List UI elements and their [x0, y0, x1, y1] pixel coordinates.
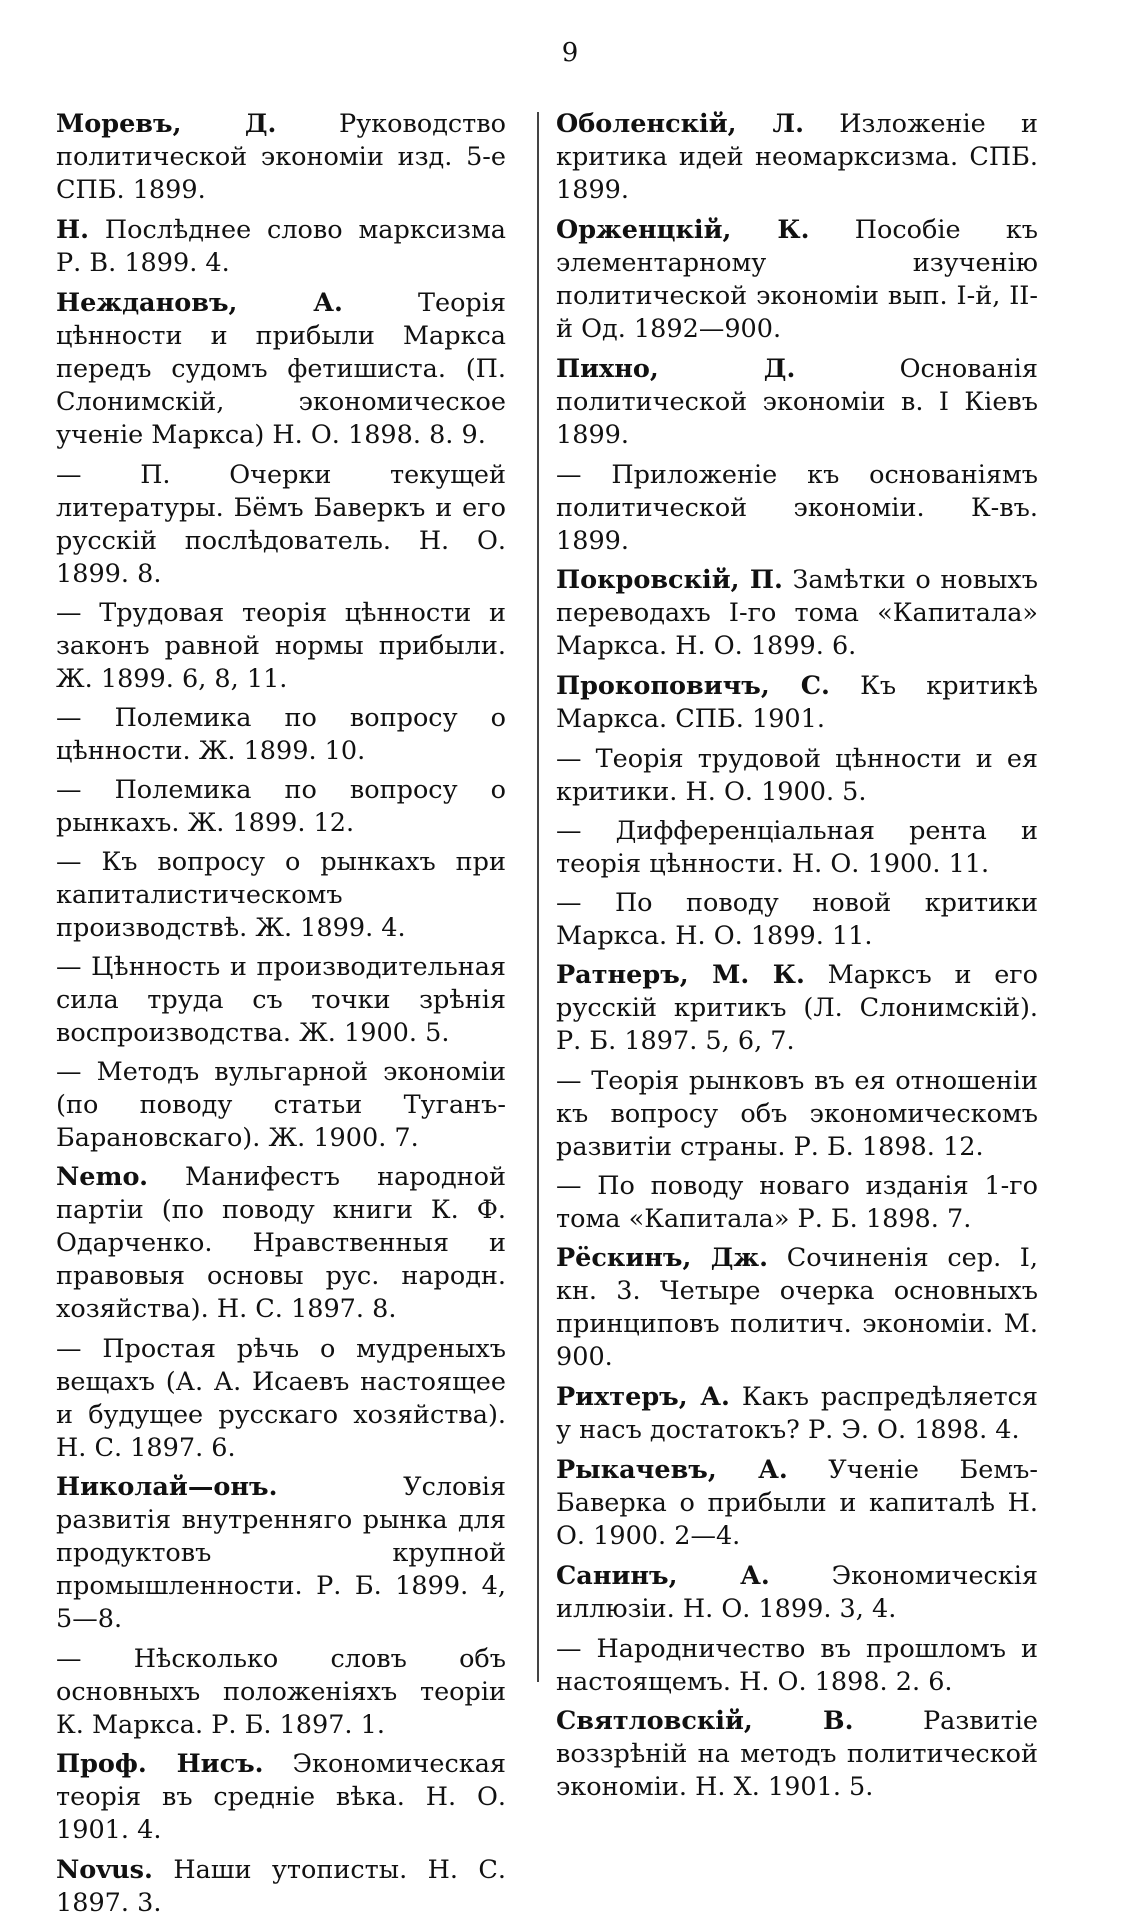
- entry-text: — Трудовая теорія цѣнности и законъ равной нормы прибыли. Ж. 1899. 6, 8, 11.: [56, 598, 506, 694]
- bibliography-entry: [56, 459, 506, 591]
- bibliography-entry: [556, 1242, 1038, 1374]
- entry-text: — Простая рѣчь о мудреныхъ вещахъ (А. А. Исаевъ настоящее и будущее русскаго хозяйства). Н. С. 1897. 6.: [56, 1334, 506, 1463]
- entry-text: — Цѣнность и производительная сила труда съ точки зрѣнія воспроизводства. Ж. 1900. 5.: [56, 952, 506, 1048]
- bibliography-entry: [556, 1705, 1038, 1804]
- entry-author: Проф. Нисъ.: [56, 1749, 264, 1779]
- entry-text: Пособіе къ элементарному изученію политической экономіи вып. I-й, II-й Од. 1892—900.: [556, 215, 1038, 344]
- entry-text: — Полемика по вопросу о рынкахъ. Ж. 1899. 12.: [56, 775, 506, 838]
- left-column: [56, 108, 506, 1927]
- bibliography-entry: [556, 1381, 1038, 1447]
- bibliography-entry: [556, 670, 1038, 736]
- bibliography-entry: [56, 597, 506, 696]
- bibliography-entry: [56, 1471, 506, 1636]
- bibliography-entry: [556, 959, 1038, 1058]
- entry-text: Основанія политической экономіи в. I Кіевъ 1899.: [556, 354, 1038, 450]
- entry-author: Оболенскій, Л.: [556, 109, 804, 139]
- entry-text: Экономическая теорія въ средніе вѣка. Н. О. 1901. 4.: [56, 1749, 506, 1845]
- bibliography-entry: [56, 1854, 506, 1920]
- bibliography-entry: [556, 743, 1038, 809]
- entry-text: — П. Очерки текущей литературы. Бёмъ Баверкъ и его русскій послѣдователь. Н. О. 1899. 8.: [56, 460, 506, 589]
- entry-author: Рыкачевъ, А.: [556, 1455, 788, 1485]
- bibliography-entry: [556, 1560, 1038, 1626]
- entry-text: Ученіе Бемъ-Баверка о прибыли и капиталѣ Н. О. 1900. 2—4.: [556, 1455, 1038, 1551]
- bibliography-entry: [556, 815, 1038, 881]
- bibliography-entry: [556, 214, 1038, 346]
- entry-text: — Приложеніе къ основаніямъ политической экономіи. К-въ. 1899.: [556, 460, 1038, 556]
- entry-text: Манифестъ народной партіи (по поводу книги К. Ф. Одарченко. Нравственныя и правовыя основы рус. народн. хозяйства). Н. С. 1897. 8.: [56, 1162, 506, 1324]
- bibliography-entry: [56, 846, 506, 945]
- bibliography-entry: [56, 1056, 506, 1155]
- entry-author: Санинъ, А.: [556, 1561, 770, 1591]
- entry-author: Святловскій, В.: [556, 1706, 854, 1736]
- entry-text: — По поводу новой критики Маркса. Н. О. 1899. 11.: [556, 888, 1038, 951]
- bibliography-entry: [556, 353, 1038, 452]
- entry-text: — Теорія рынковъ въ ея отношеніи къ вопросу объ экономическомъ развитіи страны. Р. Б. 1898. 12.: [556, 1066, 1038, 1162]
- bibliography-entry: [56, 214, 506, 280]
- entry-text: Какъ распредѣляется у насъ достатокъ? Р. Э. О. 1898. 4.: [556, 1382, 1038, 1445]
- entry-text: Наши утописты. Н. С. 1897. 3.: [56, 1855, 506, 1918]
- entry-text: Изложеніе и критика идей неомарксизма. СПБ. 1899.: [556, 109, 1038, 205]
- bibliography-entry: [556, 1633, 1038, 1699]
- entry-author: Покровскій, П.: [556, 565, 783, 595]
- bibliography-entry: [556, 1065, 1038, 1164]
- bibliography-entry: [556, 1454, 1038, 1553]
- bibliography-entry: [556, 564, 1038, 663]
- entry-text: Послѣднее слово марксизма Р. В. 1899. 4.: [56, 215, 506, 278]
- bibliography-entry: [56, 108, 506, 207]
- bibliography-entry: [56, 1748, 506, 1847]
- entry-text: Къ критикѣ Маркса. СПБ. 1901.: [556, 671, 1038, 734]
- bibliography-entry: [56, 702, 506, 768]
- entry-text: Развитіе воззрѣній на методъ политической экономіи. Н. Х. 1901. 5.: [556, 1706, 1038, 1802]
- entry-text: Сочиненія сер. I, кн. 3. Четыре очерка основныхъ принциповъ политич. экономіи. М. 900.: [556, 1243, 1038, 1372]
- page-number: 9: [561, 38, 579, 68]
- entry-text: — Нѣсколько словъ объ основныхъ положеніяхъ теоріи К. Маркса. Р. Б. 1897. 1.: [56, 1644, 506, 1740]
- bibliography-entry: [56, 1333, 506, 1465]
- bibliography-entry: [556, 1170, 1038, 1236]
- entry-text: Экономическія иллюзіи. Н. О. 1899. 3, 4.: [556, 1561, 1038, 1624]
- entry-author: Прокоповичъ, С.: [556, 671, 830, 701]
- entry-author: Nemo.: [56, 1162, 148, 1192]
- right-column: [556, 108, 1038, 1811]
- entry-text: Теорія цѣнности и прибыли Маркса передъ судомъ фетишиста. (П. Слонимскій, экономическое ученіе Маркса) Н. О. 1898. 8. 9.: [56, 288, 506, 450]
- entry-text: — Народничество въ прошломъ и настоящемъ. Н. О. 1898. 2. 6.: [556, 1634, 1038, 1697]
- bibliography-entry: [556, 108, 1038, 207]
- entry-author: Novus.: [56, 1855, 153, 1885]
- bibliography-entry: [556, 887, 1038, 953]
- bibliography-entry: [56, 1161, 506, 1326]
- bibliography-entry: [56, 774, 506, 840]
- entry-text: — Полемика по вопросу о цѣнности. Ж. 1899. 10.: [56, 703, 506, 766]
- entry-author: Пихно, Д.: [556, 354, 796, 384]
- entry-author: Николай—онъ.: [56, 1472, 278, 1502]
- entry-text: — Къ вопросу о рынкахъ при капиталистическомъ производствѣ. Ж. 1899. 4.: [56, 847, 506, 943]
- entry-text: Замѣтки о новыхъ переводахъ I-го тома «Капитала» Маркса. Н. О. 1899. 6.: [556, 565, 1038, 661]
- entry-text: Условія развитія внутренняго рынка для продуктовъ крупной промышленности. Р. Б. 1899. 4, 5—8.: [56, 1472, 506, 1634]
- entry-text: — Дифференціальная рента и теорія цѣнности. Н. О. 1900. 11.: [556, 816, 1038, 879]
- entry-text: — Методъ вульгарной экономіи (по поводу статьи Туганъ-Барановскаго). Ж. 1900. 7.: [56, 1057, 506, 1153]
- entry-author: Орженцкій, К.: [556, 215, 810, 245]
- entry-author: Ратнеръ, М. К.: [556, 960, 805, 990]
- entry-text: — Теорія трудовой цѣнности и ея критики. Н. О. 1900. 5.: [556, 744, 1038, 807]
- entry-author: Рёскинъ, Дж.: [556, 1243, 769, 1273]
- entry-author: Моревъ, Д.: [56, 109, 277, 139]
- bibliography-entry: [556, 459, 1038, 558]
- entry-author: Рихтеръ, А.: [556, 1382, 730, 1412]
- column-divider: [537, 112, 539, 1682]
- bibliography-entry: [56, 287, 506, 452]
- entry-text: Марксъ и его русскій критикъ (Л. Слонимскій). Р. Б. 1897. 5, 6, 7.: [556, 960, 1038, 1056]
- bibliography-entry: [56, 1643, 506, 1742]
- entry-text: Руководство политической экономіи изд. 5-е СПБ. 1899.: [56, 109, 506, 205]
- entry-author: Н.: [56, 215, 89, 245]
- entry-text: — По поводу новаго изданія 1-го тома «Капитала» Р. Б. 1898. 7.: [556, 1171, 1038, 1234]
- entry-author: Неждановъ, А.: [56, 288, 343, 318]
- bibliography-entry: [56, 951, 506, 1050]
